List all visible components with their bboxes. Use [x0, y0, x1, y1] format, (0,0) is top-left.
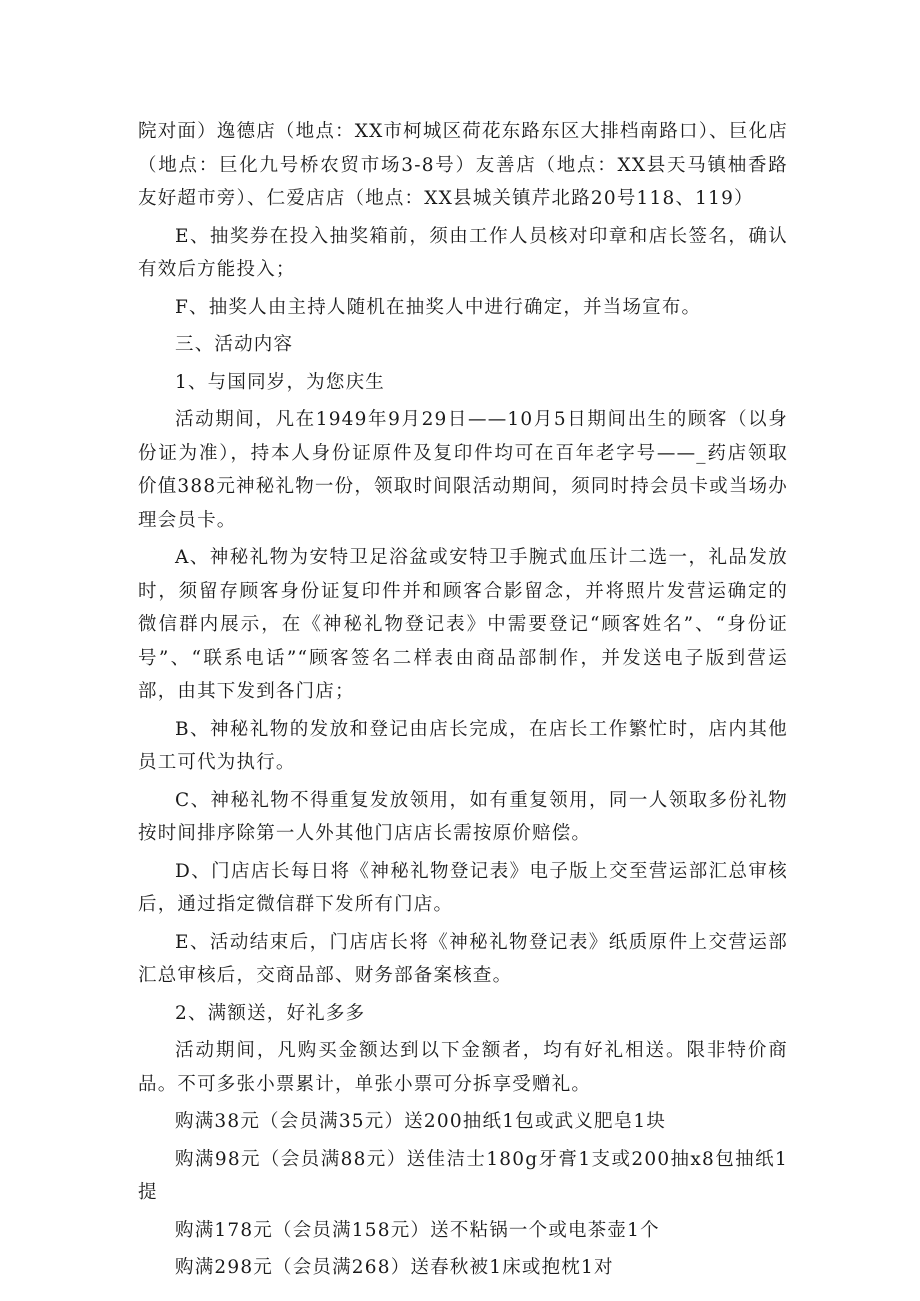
subheading-birthday: 1、与国同岁，为您庆生	[175, 371, 385, 393]
paragraph-rule-e-verify: E、抽奖券在投入抽奖箱前，须由工作人员核对印章和店长签名，确认有效后方能投入；	[138, 225, 788, 280]
paragraph-rule-f-draw: F、抽奖人由主持人随机在抽奖人中进行确定，并当场宣布。	[175, 296, 702, 318]
subheading-spend-reward: 2、满额送，好礼多多	[175, 1002, 366, 1024]
paragraph-gift-rule-a: A、神秘礼物为安特卫足浴盆或安特卫手腕式血压计二选一，礼品发放时，须留存顾客身份证复印件并和顾客合影留念，并将照片发营运确定的微信群内展示，在《神秘礼物登记表》中需要登记“顾客姓名”、“身份证号”、“联系电话”“顾客签名二样表由商品部制作，并发送电子版到营运部，由其下发到各门店；	[138, 547, 788, 702]
paragraph-gift-rule-b: B、神秘礼物的发放和登记由店长完成，在店长工作繁忙时，店内其他员工可代为执行。	[138, 718, 788, 773]
paragraph-birthday-details: 活动期间，凡在1949年9月29日——10月5日期间出生的顾客（以身份证为准），持本人身份证原件及复印件均可在百年老字号——_药店领取价值388元神秘礼物一份，领取时间限活动期间，须同时持会员卡或当场办理会员卡。	[138, 409, 788, 531]
reward-tier-298: 购满298元（会员满268）送春秋被1床或抱枕1对	[175, 1257, 614, 1278]
paragraph-gift-rule-e: E、活动结束后，门店店长将《神秘礼物登记表》纸质原件上交营运部汇总审核后，交商品部、财务部备案核查。	[138, 931, 788, 986]
section-heading-activity-content: 三、活动内容	[175, 334, 294, 355]
paragraph-spend-rules: 活动期间，凡购买金额达到以下金额者，均有好礼相送。限非特价商品。不可多张小票累计，单张小票可分拆享受赠礼。	[138, 1040, 788, 1095]
paragraph-store-locations: 院对面）逸德店（地点：XX市柯城区荷花东路东区大排档南路口）、巨化店（地点：巨化九号桥农贸市场3-8号）友善店（地点：XX县天马镇柚香路友好超市旁）、仁爱店店（地点：XX县城关镇芹北路20号118、119）	[138, 121, 788, 209]
reward-tier-98: 购满98元（会员满88元）送佳洁士180g牙膏1支或200抽x8包抽纸1提	[138, 1148, 788, 1203]
paragraph-gift-rule-c: C、神秘礼物不得重复发放领用，如有重复领用，同一人领取多份礼物按时间排序除第一人外其他门店店长需按原价赔偿。	[138, 789, 788, 844]
reward-tier-38: 购满38元（会员满35元）送200抽纸1包或武义肥皂1块	[175, 1111, 667, 1132]
reward-tier-178: 购满178元（会员满158元）送不粘锅一个或电茶壶1个	[175, 1219, 660, 1241]
paragraph-gift-rule-d: D、门店店长每日将《神秘礼物登记表》电子版上交至营运部汇总审核后，通过指定微信群下发所有门店。	[138, 860, 788, 915]
